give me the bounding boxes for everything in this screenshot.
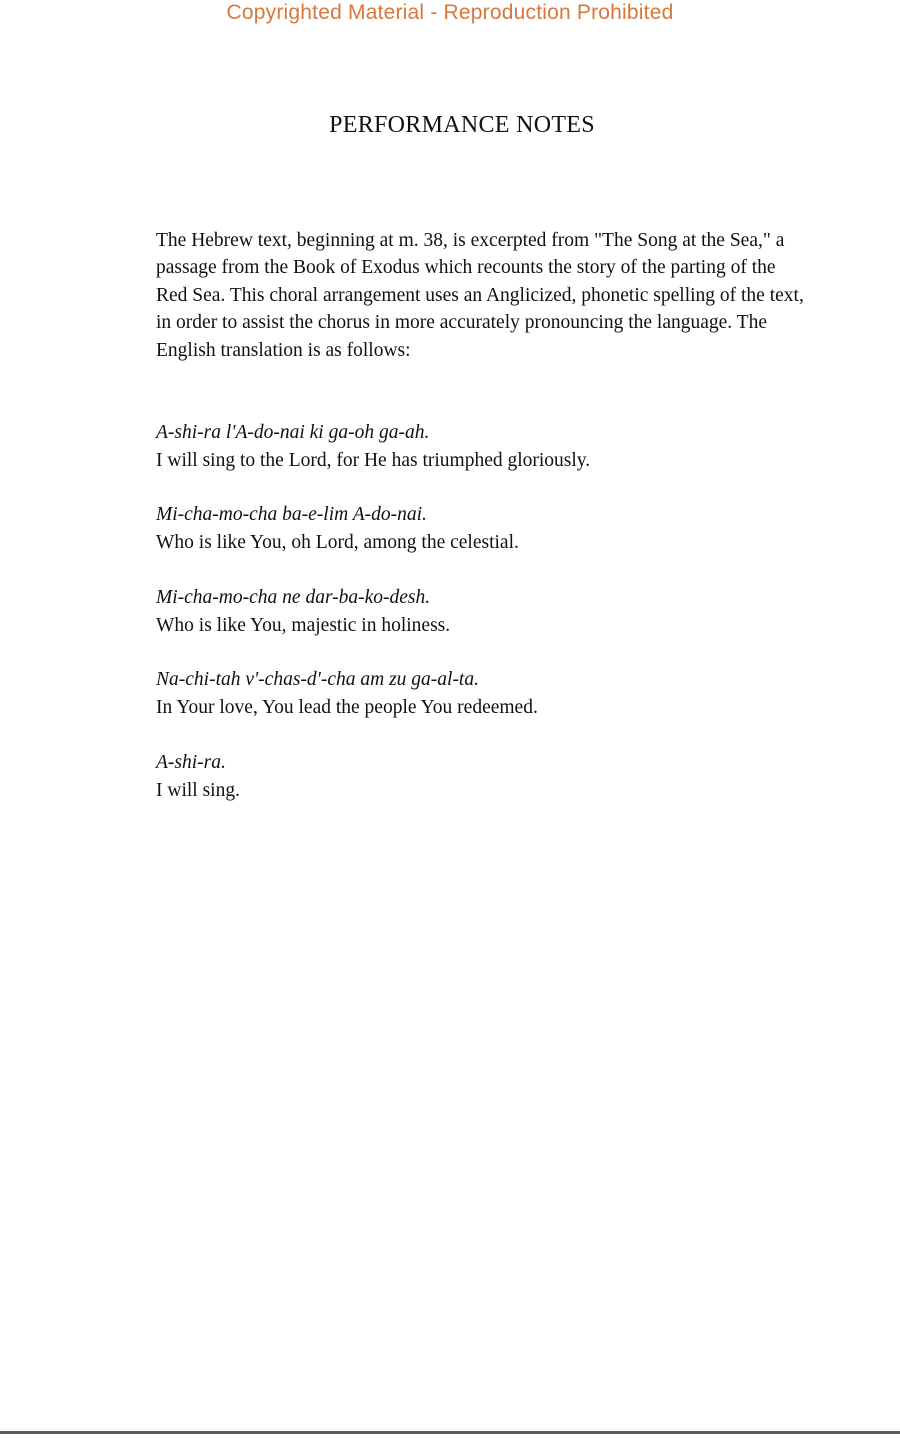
stanza bbox=[156, 501, 816, 583]
hebrew-line: Mi-cha-mo-cha ne dar-ba-ko-desh. bbox=[156, 586, 431, 608]
intro-paragraph: The Hebrew text, beginning at m. 38, is excerpted from "The Song at the Sea," a passage from the Book of Exodus which recounts the story of the parting of the Red Sea. This choral arrangement uses an Anglicized, phonetic spelling of the text, in order to assist the chorus in more accurately pronouncing the language. The English translation is as follows: bbox=[156, 230, 804, 361]
english-translation-line: I will sing. bbox=[156, 779, 240, 801]
hebrew-line: A-shi-ra. bbox=[156, 751, 226, 773]
stanza bbox=[156, 584, 816, 666]
copyright-watermark: Copyrighted Material - Reproduction Prohibited bbox=[226, 1, 674, 24]
lyrics-translation-list bbox=[156, 419, 816, 831]
hebrew-line: Na-chi-tah v'-chas-d'-cha am zu ga-al-ta. bbox=[156, 669, 479, 691]
english-translation-line: I will sing to the Lord, for He has triumphed gloriously. bbox=[156, 450, 591, 471]
english-translation-line: Who is like You, majestic in holiness. bbox=[156, 614, 451, 636]
hebrew-line: A-shi-ra l'A-do-nai ki ga-oh ga-ah. bbox=[156, 422, 430, 443]
stanza bbox=[156, 419, 816, 501]
hebrew-line: Mi-cha-mo-cha ba-e-lim A-do-nai. bbox=[156, 504, 427, 526]
stanza bbox=[156, 749, 816, 831]
stanza bbox=[156, 666, 816, 748]
page-title: PERFORMANCE NOTES bbox=[329, 112, 595, 138]
english-translation-line: Who is like You, oh Lord, among the celestial. bbox=[156, 532, 519, 554]
page-bottom-edge bbox=[0, 1431, 900, 1434]
english-translation-line: In Your love, You lead the people You redeemed. bbox=[156, 697, 538, 719]
